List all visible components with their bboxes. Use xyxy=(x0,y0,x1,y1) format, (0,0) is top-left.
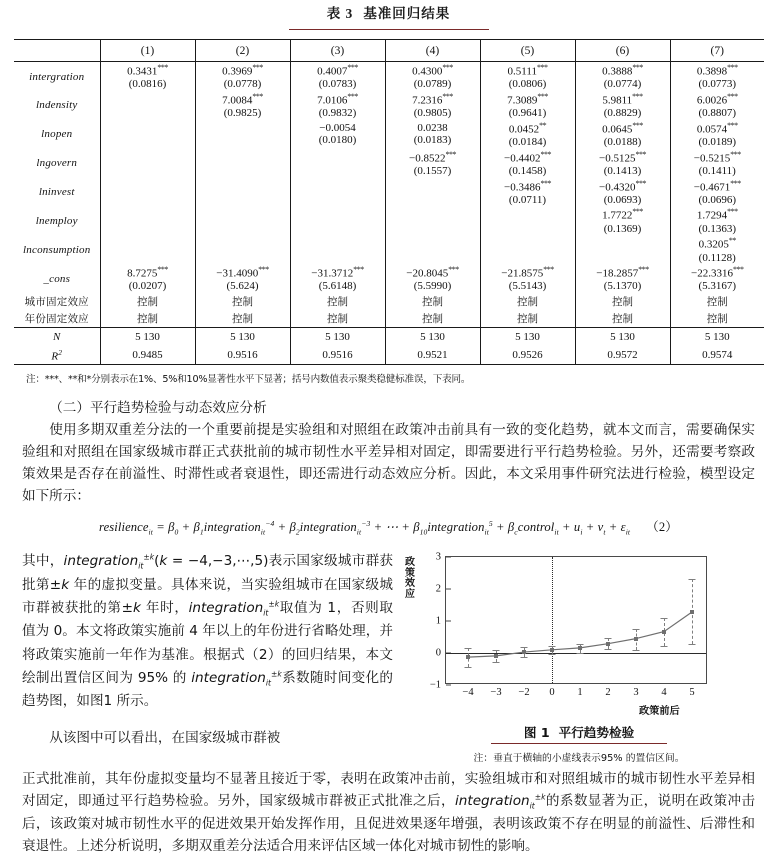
table-cell: 0.3888*** (0.0774) xyxy=(575,62,670,91)
table-row-label: N xyxy=(14,327,100,346)
chart-x-axis-label: 政策前后 xyxy=(639,706,680,718)
table-cell: 6.0026*** (0.8807) xyxy=(670,91,764,120)
table-cell xyxy=(100,120,195,149)
table-cell xyxy=(100,178,195,207)
table-cell: 0.9526 xyxy=(480,346,575,365)
chart-y-tick-label: 0 xyxy=(435,647,441,659)
equation-2 xyxy=(0,516,777,537)
table-cell xyxy=(385,206,480,235)
table-row-label: 城市固定效应 xyxy=(24,295,89,308)
table-stat-row xyxy=(14,327,764,346)
table-cell: 0.5111*** (0.0806) xyxy=(480,62,575,91)
table-cell xyxy=(100,206,195,235)
table-cell: −0.4402*** (0.1458) xyxy=(480,149,575,178)
table-cell: 控制 xyxy=(670,293,764,310)
chart-data-point xyxy=(494,654,498,658)
table-row-label: intergration xyxy=(29,70,85,83)
table-cell: 0.9572 xyxy=(575,346,670,365)
chart-data-point xyxy=(662,630,666,634)
table-cell: −0.4320*** (0.0693) xyxy=(575,178,670,207)
chart-error-cap-upper xyxy=(521,647,528,648)
table-cell: −31.4090*** (5.624) xyxy=(195,264,290,293)
table-cell xyxy=(480,206,575,235)
table-cell: 1.7294*** (0.1363) xyxy=(670,206,764,235)
chart-x-tick-label: 5 xyxy=(689,687,695,699)
table-row xyxy=(14,235,764,264)
table-cell: −22.3316*** (5.3167) xyxy=(670,264,764,293)
table-stat-row xyxy=(14,346,764,365)
table-cell xyxy=(100,149,195,178)
table-row-label: 年份固定效应 xyxy=(24,312,89,325)
table-row xyxy=(14,264,764,293)
table-row xyxy=(14,178,764,207)
chart-error-cap-upper xyxy=(689,579,696,580)
table-column-header: (1) xyxy=(100,40,195,62)
table-cell: 1.7722*** (0.1369) xyxy=(575,206,670,235)
table-cell: 5.9811*** (0.8829) xyxy=(575,91,670,120)
table-row-label: lngovern xyxy=(36,157,78,170)
table-cell: 控制 xyxy=(195,310,290,328)
figure-title: 平行趋势检验 xyxy=(558,725,635,741)
table-cell xyxy=(195,178,290,207)
table-cell: 5 130 xyxy=(290,327,385,346)
chart-error-cap-lower xyxy=(633,650,640,651)
table-cell: 5 130 xyxy=(100,327,195,346)
chart-data-point xyxy=(522,650,526,654)
table-number: 表 3 xyxy=(326,6,354,21)
table-cell: 0.9485 xyxy=(100,346,195,365)
table-row-label: $R^2$ xyxy=(14,346,100,365)
table-cell: 0.0645*** (0.0188) xyxy=(575,120,670,149)
chart-error-cap-lower xyxy=(661,646,668,647)
table-header-corner xyxy=(14,40,100,62)
table-cell: 控制 xyxy=(385,293,480,310)
table-cell: −20.8045*** (5.5990) xyxy=(385,264,480,293)
chart-error-cap-lower xyxy=(521,657,528,658)
table-cell: 5 130 xyxy=(195,327,290,346)
chart-series-line xyxy=(446,557,708,685)
figure-1 xyxy=(403,552,755,764)
section-heading: （二）平行趋势检验与动态效应分析 xyxy=(49,399,267,416)
section-paragraph-1: 使用多期双重差分法的一个重要前提是实验组和对照组在政策冲击前具有一致的变化趋势，就本文而言，需要确保实验组和对照组在国家级城市群正式获批前的城市韧性水平差异相对固定，即需要进行平行趋势检验。另外，还需要考察政策效果是否存在前溢性、时滞性或者衰退性，即还需进行动态效应分析。因此，本文采用事件研究法进行检验，模型设定如下所示： xyxy=(22,421,755,505)
table-column-header: (4) xyxy=(385,40,480,62)
chart-data-point xyxy=(550,648,554,652)
table-cell: 控制 xyxy=(480,293,575,310)
table-cell: 控制 xyxy=(290,310,385,328)
table-cell xyxy=(195,206,290,235)
chart-y-axis-label: 政 策 效 应 xyxy=(405,557,415,600)
figure-text-region xyxy=(22,550,755,765)
table-cell: 控制 xyxy=(385,310,480,328)
table-row-label: lnemploy xyxy=(35,214,78,227)
table-cell: −0.0054 (0.0180) xyxy=(290,120,385,149)
table-header-row xyxy=(14,40,764,62)
table-row xyxy=(14,206,764,235)
table-cell: 0.9574 xyxy=(670,346,764,365)
chart-error-cap-lower xyxy=(493,662,500,663)
chart-error-cap-upper xyxy=(493,650,500,651)
chart-x-tick-label: −4 xyxy=(462,687,474,699)
table-cell: 5 130 xyxy=(670,327,764,346)
chart-error-cap-upper xyxy=(633,629,640,630)
table-cell: 0.0574*** (0.0189) xyxy=(670,120,764,149)
table-cell xyxy=(480,235,575,264)
table-cell: 5 130 xyxy=(385,327,480,346)
table-cell: −0.8522*** (0.1557) xyxy=(385,149,480,178)
table-row-label: _cons xyxy=(43,272,71,285)
table-title xyxy=(289,0,489,30)
table-cell: 0.3969*** (0.0778) xyxy=(195,62,290,91)
table-cell xyxy=(290,235,385,264)
figure-note: 注：垂直于横轴的小虚线表示95% 的置信区间。 xyxy=(473,753,685,765)
table-cell: 控制 xyxy=(575,310,670,328)
chart-error-cap-upper xyxy=(549,646,556,647)
regression-table xyxy=(14,39,764,365)
table-column-header: (3) xyxy=(290,40,385,62)
table-cell: 0.3431*** (0.0816) xyxy=(100,62,195,91)
table-cell: −21.8575*** (5.5143) xyxy=(480,264,575,293)
tail-paragraph-text: 正式批准前，其年份虚拟变量均不显著且接近于零，表明在政策冲击前，实验组城市和对照组城市的城市韧性水平差异相对固定，即通过平行趋势检验。另外，国家级城市群被正式批准之后，integration$_{it}^{\pm k}$的系数显著为正，说明在政策冲击后，该政策对城市韧性水平的促进效果开始发挥作用，且促进效果逐年增强，表明该政策不存在明显的前溢性、后滞性和衰退性。上述分析说明，多期双重差分法适合用来评估区域一体化对城市韧性的影响。 xyxy=(22,771,756,855)
table-cell xyxy=(100,91,195,120)
table-control-row xyxy=(14,310,764,328)
table-cell: −0.3486*** (0.0711) xyxy=(480,178,575,207)
table-cell xyxy=(195,235,290,264)
table-cell: 7.3089*** (0.9641) xyxy=(480,91,575,120)
chart-data-point xyxy=(606,642,610,646)
table-cell: 控制 xyxy=(100,310,195,328)
table-row-label: lndensity xyxy=(35,99,78,112)
table-cell: 0.4300*** (0.0789) xyxy=(385,62,480,91)
chart-error-cap-upper xyxy=(661,618,668,619)
chart-data-point xyxy=(690,610,694,614)
table-cell xyxy=(385,178,480,207)
chart-error-cap-upper xyxy=(577,644,584,645)
table-row-label: lninvest xyxy=(38,186,75,199)
chart-y-tick-label: 1 xyxy=(435,615,441,627)
table-cell: 控制 xyxy=(480,310,575,328)
table-column-header: (7) xyxy=(670,40,764,62)
chart-plot-area xyxy=(429,551,707,699)
table-row-label: lnconsumption xyxy=(23,243,91,256)
table-cell xyxy=(195,149,290,178)
chart-error-cap-lower xyxy=(577,653,584,654)
table-row-label: lnopen xyxy=(41,128,73,141)
chart-data-point xyxy=(634,637,638,641)
table-cell: 7.2316*** (0.9805) xyxy=(385,91,480,120)
section-block xyxy=(22,397,755,507)
table-column-header: (2) xyxy=(195,40,290,62)
table-cell xyxy=(290,178,385,207)
column-paragraph-3: 从该图中可以看出，在国家级城市群被 xyxy=(49,730,281,747)
table-cell xyxy=(100,235,195,264)
table-cell: −18.2857*** (5.1370) xyxy=(575,264,670,293)
chart-x-tick-label: 3 xyxy=(633,687,639,699)
tail-paragraph xyxy=(22,768,755,857)
equation-number: （2） xyxy=(646,520,678,535)
table-cell: 0.9516 xyxy=(195,346,290,365)
table-note: 注：***、**和*分别表示在1%、5%和10%显著性水平下显著；括号内数值表示聚类稳健标准误，下表同。 xyxy=(26,373,471,385)
table-row xyxy=(14,62,764,91)
chart-x-tick-label: 2 xyxy=(605,687,611,699)
table-cell: 控制 xyxy=(195,293,290,310)
table-row xyxy=(14,91,764,120)
table-cell: −31.3712*** (5.6148) xyxy=(290,264,385,293)
chart-x-tick-label: −3 xyxy=(490,687,502,699)
table-cell: 0.3898*** (0.0773) xyxy=(670,62,764,91)
chart-x-tick-label: −2 xyxy=(518,687,530,699)
chart-error-cap-upper xyxy=(465,648,472,649)
figure-caption xyxy=(491,722,667,744)
table-cell: −0.5215*** (0.1411) xyxy=(670,149,764,178)
table-cell xyxy=(195,120,290,149)
chart-y-tick-label: 3 xyxy=(435,551,441,563)
equation-body: resilience$_{it}$ = $\beta_0$ + $\beta_1integration_{it}^{-4}$ + $\beta_2integration_{it}^{-3}$ + ⋯ + $\beta_{10}integration_{it}^5$ + $\beta_ccontrol_{it} + u_i + v_t + \varepsilon_{it}$ xyxy=(99,518,631,537)
table-column-header: (6) xyxy=(575,40,670,62)
table-row xyxy=(14,149,764,178)
chart-error-cap-lower xyxy=(605,649,612,650)
table-cell: 0.9516 xyxy=(290,346,385,365)
table-cell: 控制 xyxy=(575,293,670,310)
column-paragraph-2: 其中，integration$_{it}^{\pm k}$(k = −4,−3,⋯,5)表示国家级城市群获批第±k 年的虚拟变量。具体来说，当实验组城市在国家级城市群被获批的第±k 年时，integration$_{it}^{\pm k}$取值为 1，否则取值为 0。本文将政策实施前 4 年以上的年份进行省略处理，并将政策实施前一年作为基准。根据式（2）的回归结果，本文绘制出置信区间为 95% 的 integration$_{it}^{\pm k}$系数随时间变化的趋势图，如图1 所示。 xyxy=(22,552,394,710)
chart-x-tick-label: 1 xyxy=(577,687,583,699)
chart-x-tick-label: 4 xyxy=(661,687,667,699)
table-column-header: (5) xyxy=(480,40,575,62)
table-cell: −0.4671*** (0.0696) xyxy=(670,178,764,207)
table-cell: 0.9521 xyxy=(385,346,480,365)
chart-error-cap-lower xyxy=(465,667,472,668)
table-control-row xyxy=(14,293,764,310)
table-cell: 0.3205** (0.1128) xyxy=(670,235,764,264)
table-cell: 0.4007*** (0.0783) xyxy=(290,62,385,91)
chart-data-point xyxy=(466,655,470,659)
chart-error-cap-upper xyxy=(605,638,612,639)
chart-error-cap-lower xyxy=(549,654,556,655)
table-cell xyxy=(290,149,385,178)
table-cell: −0.5125*** (0.1413) xyxy=(575,149,670,178)
table-cell: 0.0452** (0.0184) xyxy=(480,120,575,149)
table-row xyxy=(14,120,764,149)
chart-data-point xyxy=(578,646,582,650)
table-cell xyxy=(290,206,385,235)
table-cell: 5 130 xyxy=(480,327,575,346)
table-cell: 控制 xyxy=(100,293,195,310)
regression-table-wrapper xyxy=(14,39,765,365)
table-cell: 控制 xyxy=(290,293,385,310)
table-cell: 7.0106*** (0.9832) xyxy=(290,91,385,120)
table-title-text: 基准回归结果 xyxy=(363,6,451,21)
chart-y-tick-label: −1 xyxy=(429,679,441,691)
table-cell: 8.7275*** (0.0207) xyxy=(100,264,195,293)
table-cell xyxy=(385,235,480,264)
figure-number: 图 1 xyxy=(523,725,550,741)
table-cell: 5 130 xyxy=(575,327,670,346)
parallel-trend-chart xyxy=(403,552,755,720)
chart-error-cap-lower xyxy=(689,644,696,645)
table-cell: 7.0084*** (0.9825) xyxy=(195,91,290,120)
table-cell: 0.0238 (0.0183) xyxy=(385,120,480,149)
chart-y-tick-label: 2 xyxy=(435,583,441,595)
table-cell: 控制 xyxy=(670,310,764,328)
chart-x-tick-label: 0 xyxy=(549,687,555,699)
table-cell xyxy=(575,235,670,264)
